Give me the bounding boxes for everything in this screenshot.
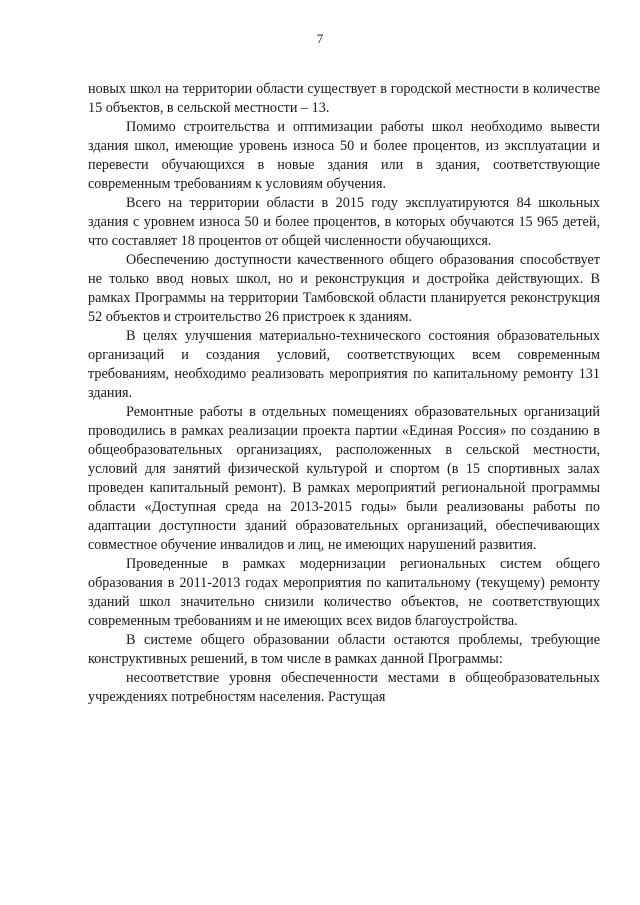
paragraph: В системе общего образовании области остаются проблемы, требующие конструктивных решений, в том числе в рамках данной Программы: (88, 632, 600, 667)
paragraph: Всего на территории области в 2015 году эксплуатируются 84 школьных здания с уровнем износа 50 и более процентов, в которых обучаются 15 965 детей, что составляет 18 процентов от общей численности обучающихся. (88, 195, 600, 249)
paragraph: несоответствие уровня обеспеченности местами в общеобразовательных учреждениях потребностям населения. Растущая (88, 670, 600, 705)
page-number: 7 (316, 31, 324, 46)
paragraph: В целях улучшения материально-технического состояния образовательных организаций и создания условий, соответствующих всем современным требованиям, необходимо реализовать мероприятия по капитальному ремонту 131 здания. (88, 328, 600, 401)
document-body (88, 80, 600, 707)
paragraph: Ремонтные работы в отдельных помещениях образовательных организаций проводились в рамках реализации проекта партии «Единая Россия» по созданию в общеобразовательных организациях, расположенных в сельской местности, условий для занятий физической культурой и спортом (в 15 спортивных залах проведен капитальный ремонт). В рамках мероприятий региональной программы области «Доступная среда на 2013-2015 годы» были реализованы работы по адаптации доступности зданий образовательных организаций, обеспечивающих совместное обучение инвалидов и лиц, не имеющих нарушений развития. (88, 404, 600, 553)
paragraph: Проведенные в рамках модернизации региональных систем общего образования в 2011-2013 годах мероприятия по капитальному (текущему) ремонту зданий школ значительно снизили количество объектов, не соответствующих современным требованиям и не имеющих всех видов благоустройства. (88, 556, 600, 629)
paragraph: новых школ на территории области существует в городской местности в количестве 15 объектов, в сельской местности – 13. (88, 81, 600, 116)
paragraph: Обеспечению доступности качественного общего образования способствует не только ввод новых школ, но и реконструкция и достройка действующих. В рамках Программы на территории Тамбовской области планируется реконструкция 52 объектов и строительство 26 пристроек к зданиям. (88, 252, 600, 325)
paragraph: Помимо строительства и оптимизации работы школ необходимо вывести здания школ, имеющие уровень износа 50 и более процентов, из эксплуатации и перевести обучающихся в новые здания или в здания, соответствующие современным требованиям к условиям обучения. (88, 119, 600, 192)
